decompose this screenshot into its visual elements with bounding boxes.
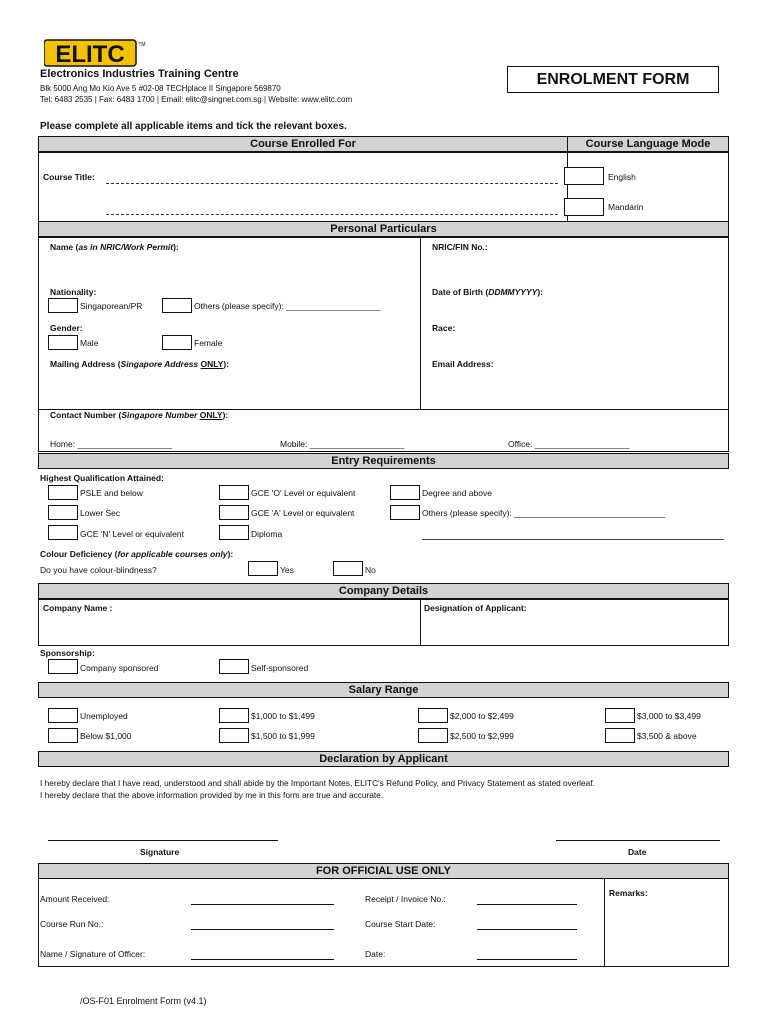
course-title-field-2[interactable] (106, 214, 558, 215)
salary-unemployed-checkbox[interactable] (48, 708, 78, 723)
self-sponsored-checkbox[interactable] (219, 659, 249, 674)
designation-label: Designation of Applicant: (424, 603, 527, 613)
others-qual-line-2[interactable] (422, 539, 724, 540)
gender-label: Gender: (50, 323, 83, 333)
course-title-field-1[interactable] (106, 183, 558, 184)
declaration-line-1: I hereby declare that I have read, understood and shall abide by the Important Notes, ELITC's Refund Policy, and Privacy Statement as stated overleaf. (40, 778, 595, 788)
diploma-checkbox[interactable] (219, 525, 249, 540)
course-header: Course Enrolled For (38, 136, 568, 152)
colour-yes-label: Yes (280, 565, 294, 575)
colour-question: Do you have colour-blindness? (40, 565, 157, 575)
receipt-field[interactable] (477, 904, 577, 905)
male-label: Male (80, 338, 99, 348)
english-label: English (608, 172, 636, 182)
gcea-checkbox[interactable] (219, 505, 249, 520)
org-address: Blk 5000 Ang Mo Kio Ave 5 #02-08 TECHplace II Singapore 569870 (40, 84, 281, 93)
form-code-footer: /OS-F01 Enrolment Form (v4.1) (80, 996, 207, 1006)
salary-3000-3499-checkbox[interactable] (605, 708, 635, 723)
salary-unemployed-label: Unemployed (80, 711, 128, 721)
mailing-address-label: Mailing Address (Singapore Address ONLY): (50, 359, 230, 369)
gceo-checkbox[interactable] (219, 485, 249, 500)
form-title: ENROLMENT FORM (507, 66, 719, 93)
mandarin-checkbox[interactable] (564, 198, 604, 216)
nric-label: NRIC/FIN No.: (432, 242, 488, 252)
salary-1000-1499-label: $1,000 to $1,499 (251, 711, 315, 721)
name-label: Name (as in NRIC/Work Permit): (50, 242, 179, 252)
svg-text:ELITC: ELITC (55, 41, 125, 68)
others-nationality-label[interactable]: Others (please specify): ____________________ (194, 301, 381, 311)
gcen-label: GCE 'N' Level or equivalent (80, 529, 184, 539)
salary-below-1000-label: Below $1,000 (80, 731, 132, 741)
colour-no-checkbox[interactable] (333, 561, 363, 576)
lowersec-label: Lower Sec (80, 508, 121, 518)
amount-received-label: Amount Received: (40, 894, 110, 904)
salary-2000-2499-checkbox[interactable] (418, 708, 448, 723)
dob-label: Date of Birth (DDMMYYYY): (432, 287, 543, 297)
mobile-phone-field[interactable]: Mobile: ____________________ (280, 439, 405, 449)
official-date-field[interactable] (477, 959, 577, 960)
declaration-date-label: Date (628, 847, 647, 857)
psle-checkbox[interactable] (48, 485, 78, 500)
singaporean-label: Singaporean/PR (80, 301, 143, 311)
company-name-label: Company Name : (43, 603, 113, 613)
nationality-label: Nationality: (50, 287, 97, 297)
gceo-label: GCE 'O' Level or equivalent (251, 488, 356, 498)
sponsorship-label: Sponsorship: (40, 648, 95, 658)
course-lang-header: Course Language Mode (567, 136, 729, 152)
instruction-text: Please complete all applicable items and tick the relevant boxes. (40, 121, 347, 132)
salary-2000-2499-label: $2,000 to $2,499 (450, 711, 514, 721)
officer-field[interactable] (191, 959, 334, 960)
salary-1000-1499-checkbox[interactable] (219, 708, 249, 723)
home-phone-field[interactable]: Home: ____________________ (50, 439, 172, 449)
others-qual-checkbox[interactable] (390, 505, 420, 520)
gcen-checkbox[interactable] (48, 525, 78, 540)
diploma-label: Diploma (251, 529, 283, 539)
psle-label: PSLE and below (80, 488, 143, 498)
salary-3500-above-checkbox[interactable] (605, 728, 635, 743)
org-name: Electronics Industries Training Centre (40, 68, 239, 80)
course-run-field[interactable] (191, 929, 334, 930)
salary-3000-3499-label: $3,000 to $3,499 (637, 711, 701, 721)
salary-3500-above-label: $3,500 & above (637, 731, 697, 741)
email-label: Email Address: (432, 359, 494, 369)
singaporean-checkbox[interactable] (48, 298, 78, 313)
org-contact: Tel: 6483 2535 | Fax: 6483 1700 | Email: elitc@singnet.com.sg | Website: www.elitc.com (40, 95, 353, 104)
course-title-label: Course Title: (43, 172, 95, 182)
salary-2500-2999-checkbox[interactable] (418, 728, 448, 743)
entry-header: Entry Requirements (38, 453, 729, 469)
official-header: FOR OFFICIAL USE ONLY (38, 863, 729, 879)
salary-1500-1999-label: $1,500 to $1,999 (251, 731, 315, 741)
contact-number-label: Contact Number (Singapore Number ONLY): (50, 410, 229, 420)
colour-no-label: No (365, 565, 376, 575)
lowersec-checkbox[interactable] (48, 505, 78, 520)
company-sponsored-checkbox[interactable] (48, 659, 78, 674)
official-date-label: Date: (365, 949, 386, 959)
gcea-label: GCE 'A' Level or equivalent (251, 508, 355, 518)
course-run-label: Course Run No.: (40, 919, 104, 929)
colour-yes-checkbox[interactable] (248, 561, 278, 576)
elitc-logo (44, 38, 148, 68)
remarks-label: Remarks: (609, 888, 648, 898)
signature-line[interactable] (48, 840, 278, 841)
colour-deficiency-label: Colour Deficiency (for applicable courses only): (40, 549, 234, 559)
salary-below-1000-checkbox[interactable] (48, 728, 78, 743)
declaration-header: Declaration by Applicant (38, 751, 729, 767)
mandarin-label: Mandarin (608, 202, 644, 212)
self-sponsored-label: Self-sponsored (251, 663, 309, 673)
declaration-date-line[interactable] (556, 840, 720, 841)
others-nationality-checkbox[interactable] (162, 298, 192, 313)
male-checkbox[interactable] (48, 335, 78, 350)
course-start-label: Course Start Date: (365, 919, 436, 929)
salary-header: Salary Range (38, 682, 729, 698)
degree-label: Degree and above (422, 488, 492, 498)
female-checkbox[interactable] (162, 335, 192, 350)
company-sponsored-label: Company sponsored (80, 663, 159, 673)
salary-1500-1999-checkbox[interactable] (219, 728, 249, 743)
company-header: Company Details (38, 583, 729, 599)
english-checkbox[interactable] (564, 167, 604, 185)
others-qual-label[interactable]: Others (please specify): ________________________________ (422, 508, 666, 518)
receipt-label: Receipt / Invoice No.: (365, 894, 446, 904)
course-start-field[interactable] (477, 929, 577, 930)
signature-label: Signature (140, 847, 180, 857)
degree-checkbox[interactable] (390, 485, 420, 500)
office-phone-field[interactable]: Office: ____________________ (508, 439, 630, 449)
personal-header: Personal Particulars (38, 221, 729, 237)
race-label: Race: (432, 323, 456, 333)
officer-label: Name / Signature of Officer: (40, 949, 146, 959)
declaration-line-2: I hereby declare that the above information provided by me in this form are true and accurate. (40, 790, 384, 800)
company-frame (38, 599, 729, 646)
female-label: Female (194, 338, 223, 348)
qualification-label: Highest Qualification Attained: (40, 473, 164, 483)
salary-2500-2999-label: $2,500 to $2,999 (450, 731, 514, 741)
amount-received-field[interactable] (191, 904, 334, 905)
svg-text:TM: TM (138, 42, 146, 48)
